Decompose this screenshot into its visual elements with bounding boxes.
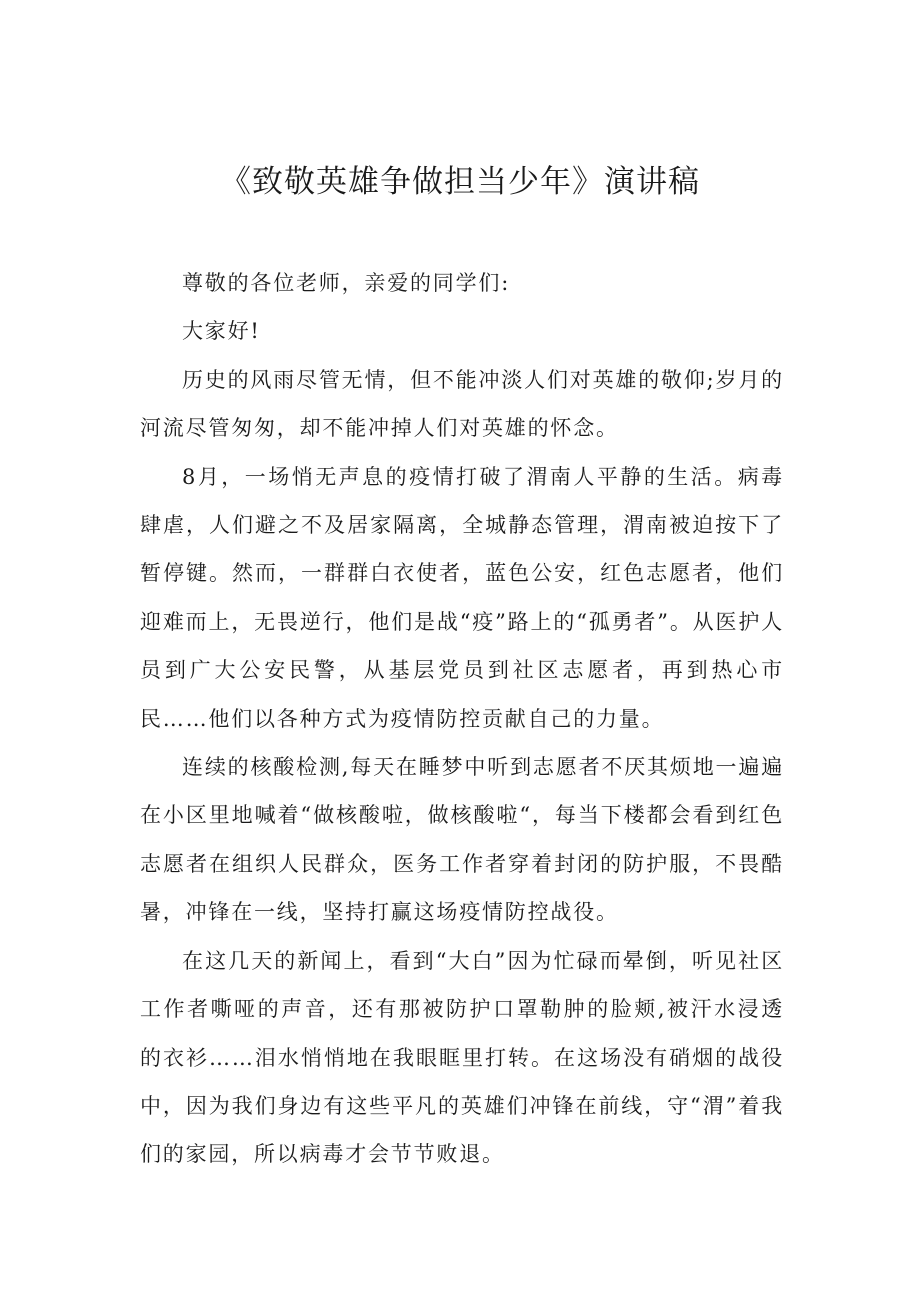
body-paragraph: 连续的核酸检测,每天在睡梦中听到志愿者不厌其烦地一遍遍在小区里地喊着“做核酸啦，做核酸啦“，每当下楼都会看到红色志愿者在组织人民群众，医务工作者穿着封闭的防护服，不畏酷暑，冲锋在一线，坚持打赢这场疫情防控战役。 [140,755,784,925]
document-title: 《致敬英雄争做担当少年》演讲稿 [220,164,700,200]
greeting-paragraph: 大家好! [182,319,261,344]
body-paragraph: 历史的风雨尽管无情，但不能冲淡人们对英雄的敬仰;岁月的河流尽管匆匆，却不能冲掉人们对英雄的怀念。 [140,367,784,441]
salutation-paragraph: 尊敬的各位老师，亲爱的同学们: [182,271,511,295]
body-paragraph: 在这几天的新闻上，看到“大白”因为忙碌而晕倒，听见社区工作者嘶哑的声音，还有那被防护口罩勒肿的脸颊,被汗水浸透的衣衫……泪水悄悄地在我眼眶里打转。在这场没有硝烟的战役中，因为我们身边有这些平凡的英雄们冲锋在前线，守“渭”着我们的家园，所以病毒才会节节败退。 [140,948,784,1167]
body-paragraph: 8月，一场悄无声息的疫情打破了渭南人平静的生活。病毒肆虐，人们避之不及居家隔离，全城静态管理，渭南被迫按下了暂停键。然而，一群群白衣使者，蓝色公安，红色志愿者，他们迎难而上，无畏逆行，他们是战“疫”路上的“孤勇者”。从医护人员到广大公安民警，从基层党员到社区志愿者，再到热心市民……他们以各种方式为疫情防控贡献自己的力量。 [140,464,784,731]
document-body [140,259,784,1179]
